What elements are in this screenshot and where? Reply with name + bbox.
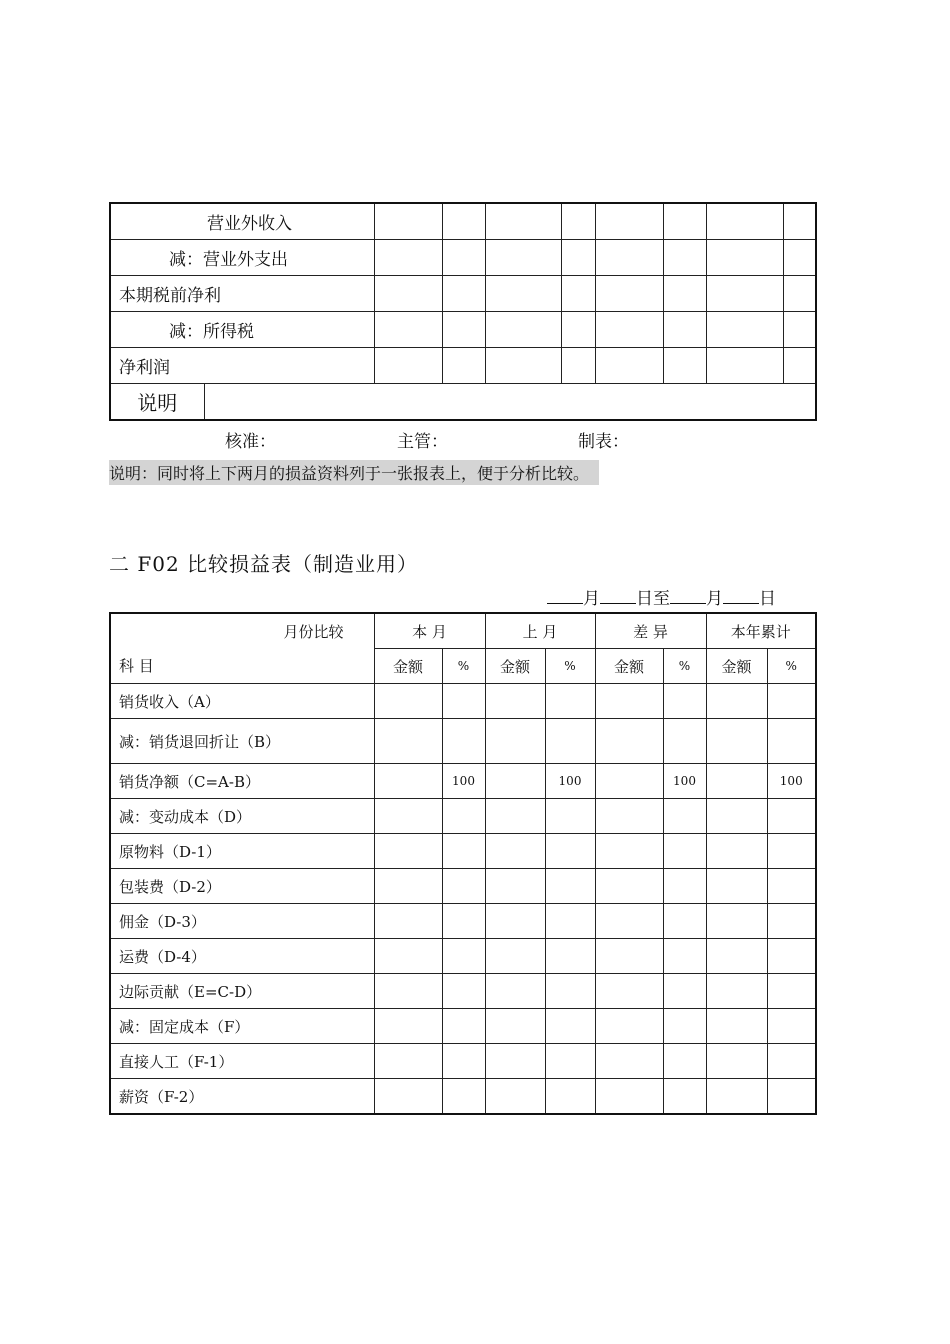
table-cell[interactable]	[783, 312, 816, 348]
table-row	[110, 939, 816, 974]
amount-cell[interactable]	[374, 684, 442, 719]
percent-cell[interactable]	[767, 799, 816, 834]
row-label: 销货收入（A）	[110, 684, 374, 719]
amount-cell[interactable]	[485, 869, 545, 904]
row-label: 减：营业外支出	[110, 240, 374, 276]
table-row	[110, 1079, 816, 1115]
percent-cell[interactable]	[545, 799, 595, 834]
table-cell[interactable]	[706, 348, 783, 384]
row-label: 直接人工（F-1）	[110, 1044, 374, 1079]
amount-cell[interactable]	[595, 904, 663, 939]
percent-cell[interactable]	[767, 1009, 816, 1044]
amount-header: 金额	[374, 649, 442, 684]
table-cell[interactable]	[663, 348, 706, 384]
date-range	[547, 584, 776, 609]
percent-cell[interactable]	[442, 684, 485, 719]
table-cell[interactable]	[783, 276, 816, 312]
day-label: 日	[759, 589, 776, 609]
day-blank[interactable]	[723, 587, 759, 604]
percent-cell[interactable]	[442, 799, 485, 834]
percent-header: %	[545, 649, 595, 684]
percent-cell[interactable]	[767, 1079, 816, 1115]
month-label: 月	[583, 589, 600, 609]
percent-cell[interactable]	[663, 684, 706, 719]
amount-cell[interactable]	[595, 719, 663, 764]
amount-cell[interactable]	[485, 1009, 545, 1044]
amount-cell[interactable]	[485, 834, 545, 869]
amount-cell[interactable]	[485, 1079, 545, 1115]
header-row	[110, 613, 816, 649]
row-label: 佣金（D-3）	[110, 904, 374, 939]
percent-header: %	[663, 649, 706, 684]
amount-cell[interactable]	[595, 684, 663, 719]
table-cell[interactable]	[595, 348, 663, 384]
comparison-income-table	[109, 612, 817, 1115]
month-blank[interactable]	[547, 587, 583, 604]
amount-cell[interactable]	[706, 1009, 767, 1044]
percent-cell[interactable]: 100	[545, 764, 595, 799]
table-row	[110, 684, 816, 719]
table-row	[110, 974, 816, 1009]
table-cell[interactable]	[442, 203, 485, 240]
percent-cell[interactable]	[545, 974, 595, 1009]
percent-cell[interactable]	[442, 1044, 485, 1079]
amount-cell[interactable]	[374, 799, 442, 834]
row-label: 边际贡献（E=C-D）	[110, 974, 374, 1009]
table-row	[110, 1044, 816, 1079]
table-cell[interactable]	[561, 240, 595, 276]
amount-cell[interactable]	[485, 684, 545, 719]
table-cell[interactable]	[561, 276, 595, 312]
note-row	[110, 384, 816, 421]
percent-cell[interactable]	[767, 869, 816, 904]
table-cell[interactable]	[561, 203, 595, 240]
table-row	[110, 869, 816, 904]
percent-cell[interactable]	[663, 1079, 706, 1115]
percent-cell[interactable]	[442, 869, 485, 904]
header-corner-top: 月份比较	[110, 613, 374, 649]
table-cell[interactable]	[595, 203, 663, 240]
percent-cell[interactable]	[442, 1009, 485, 1044]
percent-cell[interactable]	[545, 834, 595, 869]
row-label: 薪资（F-2）	[110, 1079, 374, 1115]
percent-cell[interactable]	[663, 719, 706, 764]
row-label: 减：所得税	[110, 312, 374, 348]
amount-cell[interactable]	[374, 1009, 442, 1044]
percent-cell[interactable]	[545, 684, 595, 719]
percent-cell[interactable]	[767, 939, 816, 974]
approve-label: 核准：	[225, 432, 276, 452]
remark-text: 说明：同时将上下两月的损益资料列于一张报表上，便于分析比较。	[109, 460, 599, 485]
amount-cell[interactable]	[595, 1009, 663, 1044]
percent-cell[interactable]	[663, 974, 706, 1009]
percent-cell[interactable]	[442, 834, 485, 869]
header-corner-bottom: 科 目	[110, 649, 374, 684]
amount-cell[interactable]	[706, 1079, 767, 1115]
row-label: 减：变动成本（D）	[110, 799, 374, 834]
percent-cell[interactable]	[767, 719, 816, 764]
table-cell[interactable]	[485, 276, 561, 312]
row-label: 净利润	[110, 348, 374, 384]
amount-cell[interactable]	[706, 684, 767, 719]
percent-cell[interactable]	[442, 719, 485, 764]
table-cell[interactable]	[374, 348, 442, 384]
amount-cell[interactable]	[595, 869, 663, 904]
percent-cell[interactable]	[663, 799, 706, 834]
amount-cell[interactable]	[706, 974, 767, 1009]
amount-cell[interactable]	[595, 799, 663, 834]
amount-cell[interactable]	[374, 834, 442, 869]
table-cell[interactable]	[595, 240, 663, 276]
table-cell[interactable]	[442, 312, 485, 348]
table-row	[110, 719, 816, 764]
percent-cell[interactable]	[663, 869, 706, 904]
percent-cell[interactable]	[545, 939, 595, 974]
table-cell[interactable]	[485, 203, 561, 240]
amount-cell[interactable]	[485, 719, 545, 764]
amount-cell[interactable]	[595, 764, 663, 799]
percent-cell[interactable]	[767, 684, 816, 719]
percent-cell[interactable]	[442, 904, 485, 939]
amount-cell[interactable]	[374, 1079, 442, 1115]
amount-cell[interactable]	[706, 1044, 767, 1079]
table-cell[interactable]	[485, 240, 561, 276]
section-title: 二 F02 比较损益表（制造业用）	[109, 552, 419, 576]
amount-cell[interactable]	[374, 974, 442, 1009]
table-cell[interactable]	[706, 276, 783, 312]
day-to-label: 日至	[636, 589, 670, 609]
percent-cell[interactable]	[545, 1079, 595, 1115]
preparer-label: 制表：	[578, 432, 629, 452]
header-row	[110, 649, 816, 684]
amount-header: 金额	[485, 649, 545, 684]
month-blank[interactable]	[670, 587, 706, 604]
percent-cell[interactable]	[442, 1079, 485, 1115]
amount-cell[interactable]	[706, 799, 767, 834]
supervisor-label: 主管：	[397, 432, 448, 452]
percent-cell[interactable]	[545, 719, 595, 764]
amount-header: 金额	[706, 649, 767, 684]
percent-cell[interactable]	[545, 1009, 595, 1044]
table-cell[interactable]	[783, 240, 816, 276]
table-cell[interactable]	[663, 312, 706, 348]
amount-cell[interactable]	[595, 974, 663, 1009]
percent-cell[interactable]	[545, 869, 595, 904]
amount-cell[interactable]	[485, 904, 545, 939]
percent-cell[interactable]	[545, 1044, 595, 1079]
col-group-this-month: 本 月	[374, 613, 485, 649]
amount-cell[interactable]	[706, 834, 767, 869]
col-group-difference: 差 异	[595, 613, 706, 649]
table-row	[110, 312, 816, 348]
table-row	[110, 904, 816, 939]
table-cell[interactable]	[706, 312, 783, 348]
amount-cell[interactable]	[595, 834, 663, 869]
table-row	[110, 834, 816, 869]
amount-cell[interactable]	[374, 904, 442, 939]
amount-cell[interactable]	[706, 869, 767, 904]
percent-cell[interactable]	[442, 939, 485, 974]
percent-cell[interactable]	[442, 974, 485, 1009]
table-row	[110, 203, 816, 240]
percent-header: %	[767, 649, 816, 684]
row-label: 包装费（D-2）	[110, 869, 374, 904]
amount-cell[interactable]	[595, 939, 663, 974]
amount-cell[interactable]	[706, 904, 767, 939]
amount-cell[interactable]	[595, 1044, 663, 1079]
row-label: 销货净额（C=A-B）	[110, 764, 374, 799]
amount-cell[interactable]	[374, 1044, 442, 1079]
table-cell[interactable]	[561, 312, 595, 348]
table-cell[interactable]	[442, 276, 485, 312]
table-cell[interactable]	[595, 276, 663, 312]
percent-cell[interactable]	[545, 904, 595, 939]
percent-cell[interactable]	[663, 1009, 706, 1044]
month-label: 月	[706, 589, 723, 609]
note-label: 说明	[110, 384, 204, 421]
percent-cell[interactable]	[767, 834, 816, 869]
amount-cell[interactable]	[374, 719, 442, 764]
row-label: 运费（D-4）	[110, 939, 374, 974]
percent-cell[interactable]: 100	[663, 764, 706, 799]
amount-cell[interactable]	[485, 974, 545, 1009]
amount-cell[interactable]	[706, 939, 767, 974]
table-cell[interactable]	[374, 240, 442, 276]
table-cell[interactable]	[561, 348, 595, 384]
percent-cell[interactable]: 100	[442, 764, 485, 799]
table-row	[110, 348, 816, 384]
row-label: 营业外收入	[110, 203, 374, 240]
income-summary-table	[109, 202, 817, 421]
amount-cell[interactable]	[374, 869, 442, 904]
amount-header: 金额	[595, 649, 663, 684]
table-cell[interactable]	[783, 348, 816, 384]
percent-cell[interactable]	[663, 904, 706, 939]
percent-cell[interactable]	[767, 1044, 816, 1079]
table-row	[110, 1009, 816, 1044]
day-blank[interactable]	[600, 587, 636, 604]
amount-cell[interactable]	[485, 939, 545, 974]
amount-cell[interactable]	[595, 1079, 663, 1115]
note-field[interactable]	[204, 384, 816, 421]
amount-cell[interactable]	[485, 1044, 545, 1079]
table-cell[interactable]	[485, 348, 561, 384]
table-cell[interactable]	[783, 203, 816, 240]
amount-cell[interactable]	[706, 719, 767, 764]
percent-cell[interactable]	[767, 974, 816, 1009]
percent-cell[interactable]	[767, 904, 816, 939]
amount-cell[interactable]	[485, 764, 545, 799]
table-cell[interactable]	[442, 348, 485, 384]
table-cell[interactable]	[374, 312, 442, 348]
percent-cell[interactable]	[663, 834, 706, 869]
percent-cell[interactable]	[663, 1044, 706, 1079]
amount-cell[interactable]	[485, 799, 545, 834]
row-label: 原物料（D-1）	[110, 834, 374, 869]
table-cell[interactable]	[706, 203, 783, 240]
row-label: 减：销货退回折让（B）	[110, 719, 374, 764]
percent-header: %	[442, 649, 485, 684]
table-cell[interactable]	[485, 312, 561, 348]
table-row	[110, 276, 816, 312]
row-label: 减：固定成本（F）	[110, 1009, 374, 1044]
table-cell[interactable]	[595, 312, 663, 348]
table-row	[110, 764, 816, 799]
amount-cell[interactable]	[374, 939, 442, 974]
table-cell[interactable]	[663, 276, 706, 312]
percent-cell[interactable]: 100	[767, 764, 816, 799]
table-cell[interactable]	[442, 240, 485, 276]
table-cell[interactable]	[706, 240, 783, 276]
percent-cell[interactable]	[663, 939, 706, 974]
amount-cell[interactable]	[374, 764, 442, 799]
row-label: 本期税前净利	[110, 276, 374, 312]
table-cell[interactable]	[663, 203, 706, 240]
table-cell[interactable]	[374, 203, 442, 240]
col-group-ytd: 本年累计	[706, 613, 816, 649]
col-group-last-month: 上 月	[485, 613, 595, 649]
table-cell[interactable]	[663, 240, 706, 276]
table-cell[interactable]	[374, 276, 442, 312]
table-row	[110, 799, 816, 834]
amount-cell[interactable]	[706, 764, 767, 799]
table-row	[110, 240, 816, 276]
